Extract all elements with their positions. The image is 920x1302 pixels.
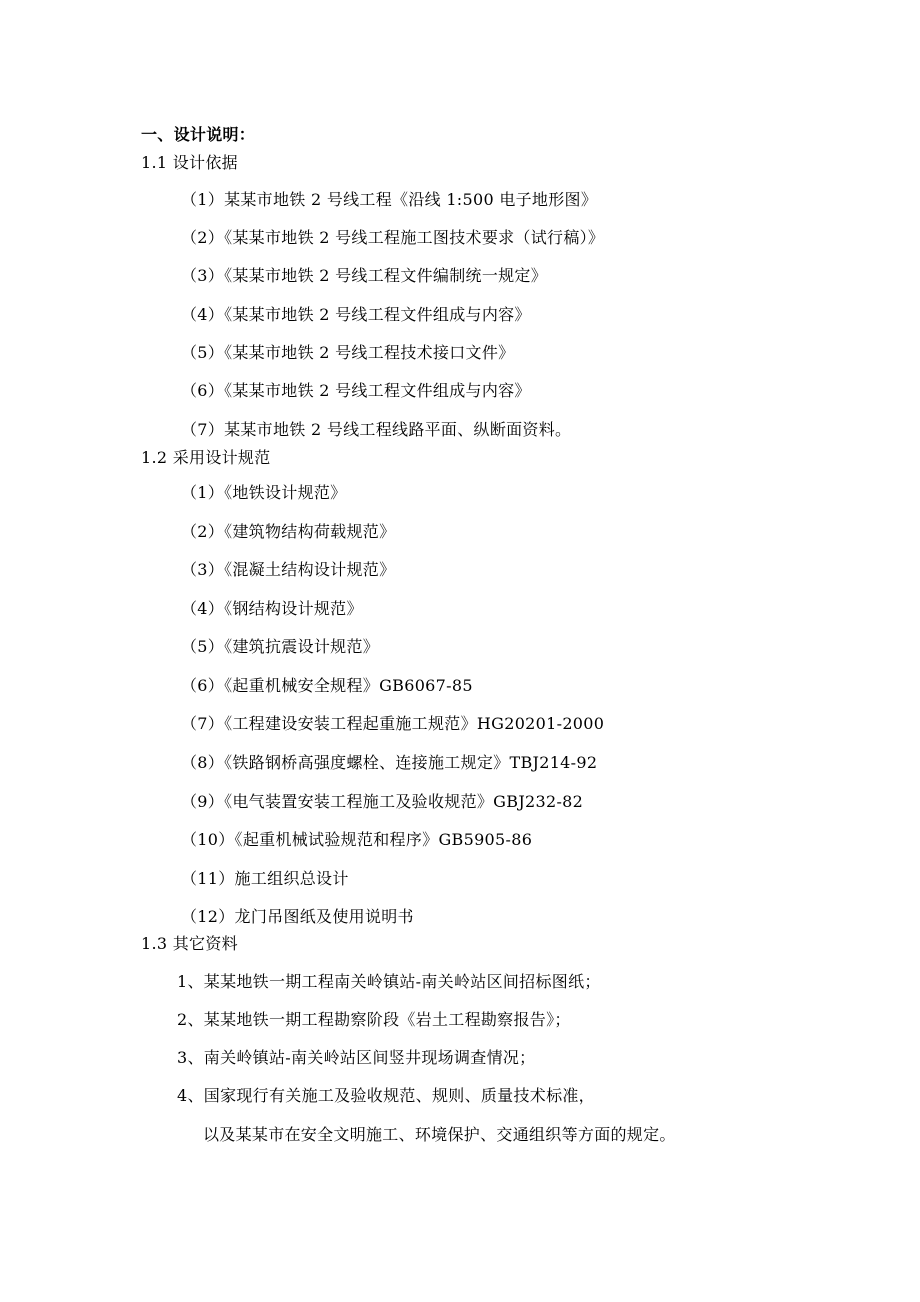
other-item: 3、南关岭镇站-南关岭站区间竖井现场调查情况； xyxy=(177,1048,536,1067)
code-item: （6）《起重机械安全规程》GB6067-85 xyxy=(181,676,473,695)
other-item-continuation: 以及某某市在安全文明施工、环境保护、交通组织等方面的规定。 xyxy=(203,1125,676,1144)
code-item: （5）《建筑抗震设计规范》 xyxy=(181,637,380,656)
code-item: （12）龙门吊图纸及使用说明书 xyxy=(181,907,414,926)
code-item: （8）《铁路钢桥高强度螺栓、连接施工规定》TBJ214-92 xyxy=(181,753,598,772)
basis-item: （1）某某市地铁 2 号线工程《沿线 1:500 电子地形图》 xyxy=(181,190,598,209)
code-item: （9）《电气装置安装工程施工及验收规范》GBJ232-82 xyxy=(181,792,584,811)
basis-item: （7）某某市地铁 2 号线工程线路平面、纵断面资料。 xyxy=(181,420,572,439)
other-item: 4、国家现行有关施工及验收规范、规则、质量技术标准， xyxy=(177,1086,595,1105)
basis-item: （2）《某某市地铁 2 号线工程施工图技术要求（试行稿）》 xyxy=(181,228,605,247)
basis-item: （5）《某某市地铁 2 号线工程技术接口文件》 xyxy=(181,343,515,362)
section-1-1-heading: 1.1 设计依据 xyxy=(141,153,238,172)
code-item: （11）施工组织总设计 xyxy=(181,869,349,888)
code-item: （4）《钢结构设计规范》 xyxy=(181,599,363,618)
other-item: 2、某某地铁一期工程勘察阶段《岩土工程勘察报告》； xyxy=(177,1010,571,1029)
section-title: 一、设计说明： xyxy=(141,125,256,144)
code-item: （1）《地铁设计规范》 xyxy=(181,483,347,502)
section-1-2-heading: 1.2 采用设计规范 xyxy=(141,448,271,467)
code-item: （10）《起重机械试验规范和程序》GB5905-86 xyxy=(181,830,533,849)
code-item: （2）《建筑物结构荷载规范》 xyxy=(181,522,396,541)
basis-item: （4）《某某市地铁 2 号线工程文件组成与内容》 xyxy=(181,305,531,324)
other-item: 1、某某地铁一期工程南关岭镇站-南关岭站区间招标图纸； xyxy=(177,972,601,991)
basis-item: （6）《某某市地铁 2 号线工程文件组成与内容》 xyxy=(181,381,531,400)
basis-item: （3）《某某市地铁 2 号线工程文件编制统一规定》 xyxy=(181,266,548,285)
section-1-3-heading: 1.3 其它资料 xyxy=(141,934,238,953)
code-item: （7）《工程建设安装工程起重施工规范》HG20201-2000 xyxy=(181,714,605,733)
code-item: （3）《混凝土结构设计规范》 xyxy=(181,560,396,579)
